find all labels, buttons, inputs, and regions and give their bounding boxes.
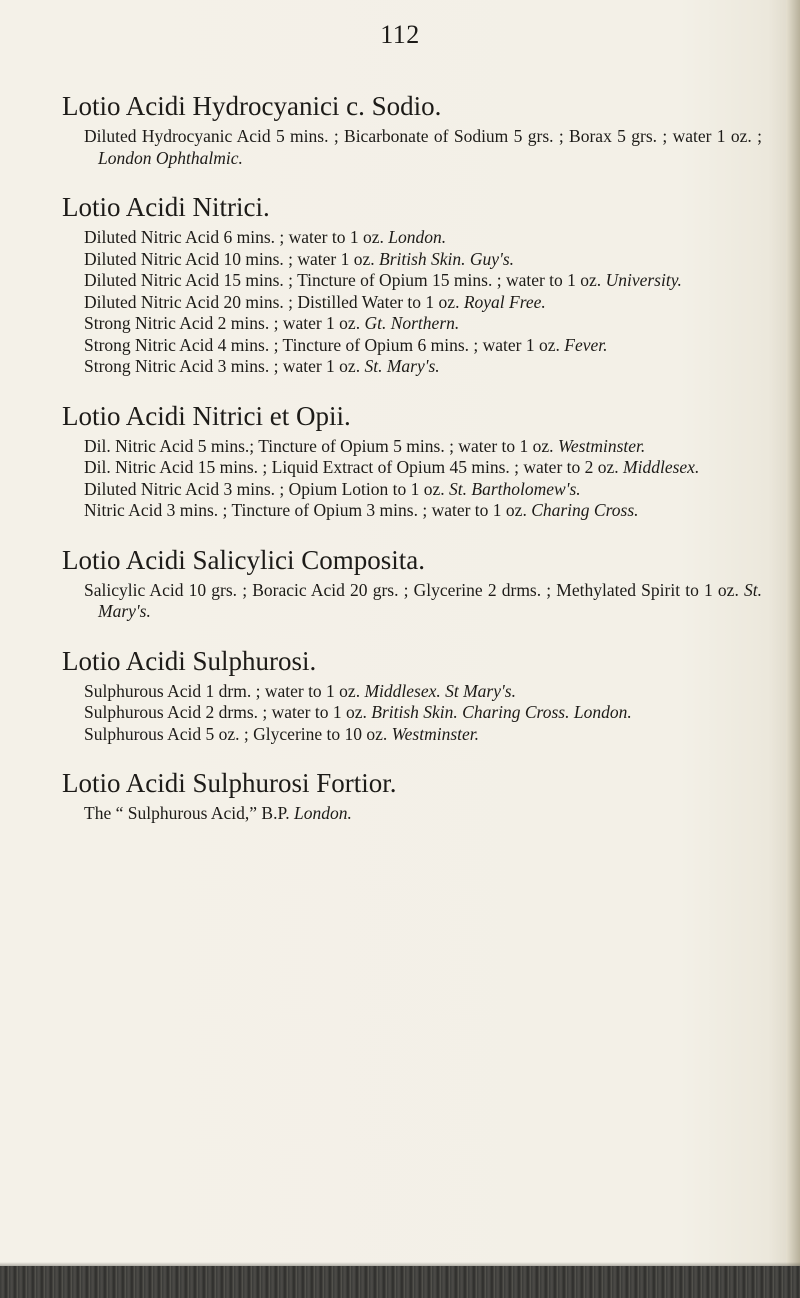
section-heading: Lotio Acidi Nitrici et Opii. (62, 400, 351, 431)
formula-text: Diluted Nitric Acid 15 mins. ; Tincture of Opium 15 mins. ; water to 1 oz. (84, 270, 602, 290)
formula-source: Westminster. (391, 723, 480, 744)
formula-entry (84, 479, 762, 501)
formula-text: Nitric Acid 3 mins. ; Tincture of Opium 3 mins. ; water to 1 oz. (84, 500, 527, 520)
formula-source: Charing Cross. (531, 500, 639, 520)
formula-text: Dil. Nitric Acid 5 mins.; Tincture of Opium 5 mins. ; water to 1 oz. (84, 435, 554, 456)
formula-source: University. (605, 270, 682, 290)
section-sulphurosi (62, 645, 762, 746)
formula-text: Strong Nitric Acid 3 mins. ; water 1 oz. (84, 356, 361, 376)
formula-source: Royal Free. (463, 291, 546, 312)
formula-entry (84, 313, 762, 335)
formula-entry (84, 724, 762, 746)
formula-text: Strong Nitric Acid 4 mins. ; Tincture of Opium 6 mins. ; water 1 oz. (84, 334, 560, 355)
section-hydrocyanici (62, 90, 762, 169)
formula-entry (84, 803, 762, 825)
formula-source: London Ophthalmic. (98, 147, 243, 168)
formula-text: Diluted Nitric Acid 10 mins. ; water 1 oz. (84, 248, 375, 269)
formula-entry (84, 227, 762, 249)
formula-text: Sulphurous Acid 5 oz. ; Glycerine to 10 oz. (84, 723, 388, 744)
formula-source: British Skin. Guy's. (379, 248, 514, 269)
formula-source: Fever. (564, 334, 608, 355)
formula-source: London. (294, 803, 352, 823)
formula-entry (84, 681, 762, 703)
formula-entry (84, 457, 762, 479)
formula-entry (84, 249, 762, 271)
page-number: 112 (380, 20, 420, 49)
section-heading: Lotio Acidi Sulphurosi Fortior. (62, 768, 397, 798)
formula-text: The “ Sulphurous Acid,” B.P. (84, 803, 290, 823)
formula-source: Westminster. (557, 435, 646, 456)
formula-source: Middlesex. (623, 457, 700, 477)
formula-source: Gt. Northern. (364, 313, 460, 333)
section-heading: Lotio Acidi Sulphurosi. (62, 645, 317, 676)
formula-entry (84, 335, 762, 357)
section-heading: Lotio Acidi Hydrocyanici c. Sodio. (62, 91, 442, 121)
formula-text: Strong Nitric Acid 2 mins. ; water 1 oz. (84, 313, 361, 333)
formula-text: Sulphurous Acid 1 drm. ; water to 1 oz. (84, 680, 361, 701)
formula-text: Diluted Nitric Acid 6 mins. ; water to 1 oz. (84, 227, 384, 247)
scan-bottom-edge (0, 1266, 800, 1298)
page-edge (786, 0, 800, 1298)
formula-text: Diluted Nitric Acid 20 mins. ; Distilled Water to 1 oz. (84, 291, 460, 312)
formula-entry (84, 270, 762, 292)
formula-text: Dil. Nitric Acid 15 mins. ; Liquid Extract of Opium 45 mins. ; water to 2 oz. (84, 457, 619, 477)
formula-text: Salicylic Acid 10 grs. ; Boracic Acid 20 grs. ; Glycerine 2 drms. ; Methylated Spirit to 1 oz. (84, 579, 739, 600)
formula-entry (84, 292, 762, 314)
formula-source: British Skin. Charing Cross. London. (371, 702, 632, 722)
formula-entry (84, 436, 762, 458)
formula-entry (84, 702, 762, 724)
section-nitrici (62, 191, 762, 378)
formula-source: St. Bartholomew's. (449, 478, 581, 499)
section-heading: Lotio Acidi Salicylici Composita. (62, 544, 425, 575)
section-sulphurosi-fortior (62, 767, 762, 825)
formula-entry (84, 580, 762, 623)
formula-source: St. Mary's. (98, 579, 762, 621)
formula-text: Sulphurous Acid 2 drms. ; water to 1 oz. (84, 702, 367, 722)
section-salicylici (62, 544, 762, 623)
formula-entry (84, 126, 762, 169)
formula-source: London. (388, 227, 447, 247)
formula-text: Diluted Nitric Acid 3 mins. ; Opium Lotion to 1 oz. (84, 478, 445, 499)
formula-source: Middlesex. St Mary's. (364, 680, 516, 701)
formula-entry (84, 500, 762, 522)
section-nitrici-et-opii (62, 400, 762, 522)
page-content (62, 90, 762, 847)
formula-source: St. Mary's. (364, 356, 440, 376)
section-heading: Lotio Acidi Nitrici. (62, 192, 270, 222)
formula-entry (84, 356, 762, 378)
formula-text: Diluted Hydrocyanic Acid 5 mins. ; Bicarbonate of Sodium 5 grs. ; Borax 5 grs. ; water 1 oz. ; (84, 126, 762, 146)
